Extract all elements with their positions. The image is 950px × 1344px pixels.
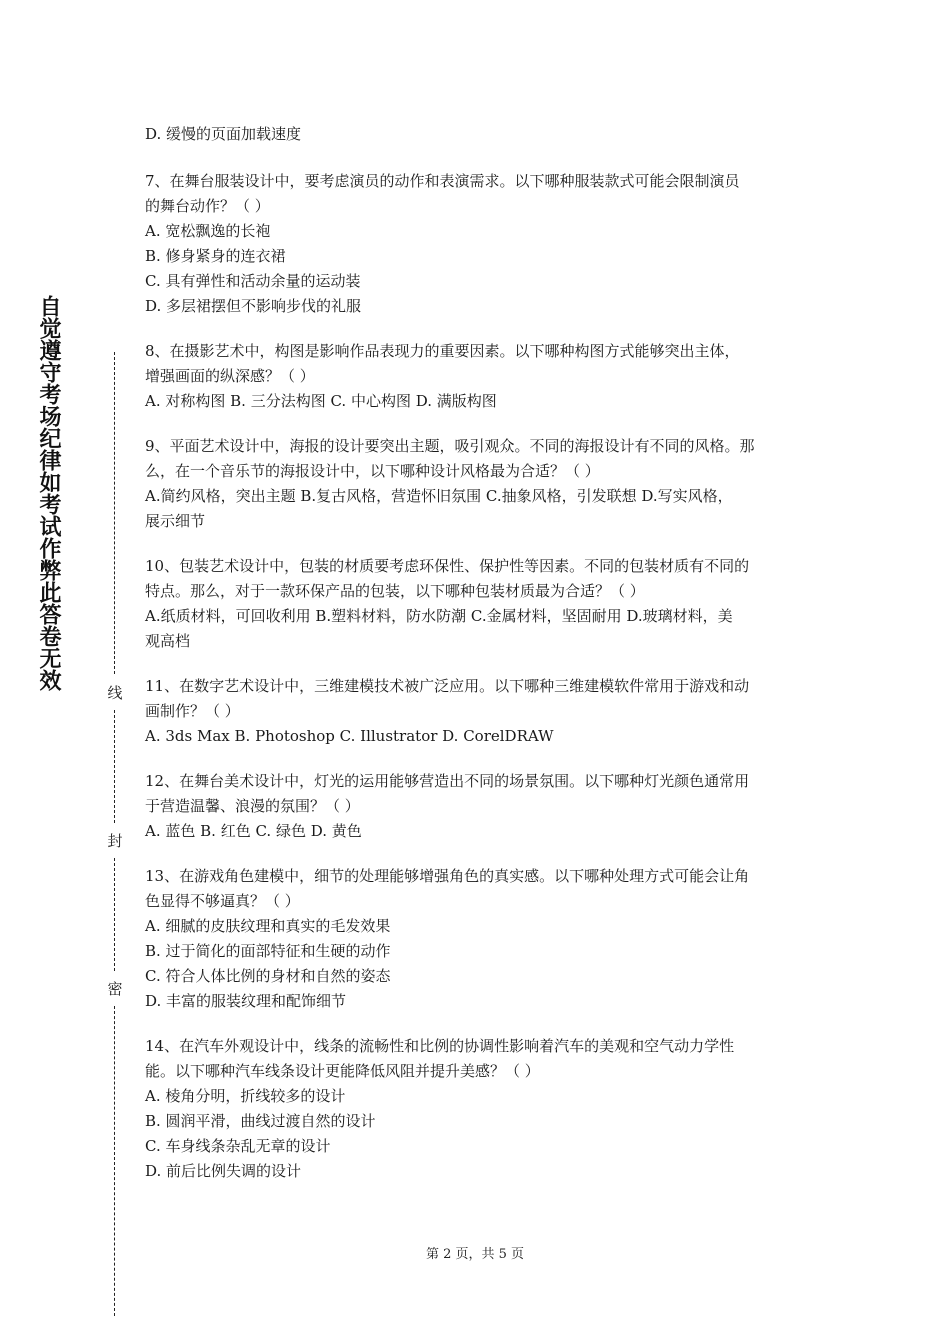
option-line: C. 具有弹性和活动余量的运动装 [145,272,361,290]
page-number: 第 2 页，共 5 页 [425,1247,525,1262]
option-line: A. 3ds Max B. Photoshop C. Illustrator D. CorelDRAW [145,727,554,745]
question-stem: 10、包装艺术设计中，包装的材质要考虑环保性、保护性等因素。不同的包装材质有不同的 [145,557,750,575]
question-12 [145,769,815,844]
option-line: D. 多层裙摆但不影响步伐的礼服 [145,297,362,315]
question-stem: 于营造温馨、浪漫的氛围？（ ） [145,797,360,815]
option-line: A.简约风格，突出主题 B.复古风格，营造怀旧氛围 C.抽象风格，引发联想 D.写实风格， [145,487,733,505]
question-stem: 么，在一个音乐节的海报设计中，以下哪种设计风格最为合适？（ ） [145,462,600,480]
option-line: A.纸质材料，可回收利用 B.塑料材料，防水防潮 C.金属材料，坚固耐用 D.玻璃材料，美 [145,607,733,625]
question-list [145,122,815,1204]
question-stem: 8、在摄影艺术中，构图是影响作品表现力的重要因素。以下哪种构图方式能够突出主体， [145,342,740,360]
option-line: C. 车身线条杂乱无章的设计 [145,1137,331,1155]
question-stem: 画制作？（ ） [145,702,240,720]
option-line: B. 圆润平滑，曲线过渡自然的设计 [145,1112,376,1130]
binding-char-line: 线 [107,684,123,702]
question-stem: 增强画面的纵深感？（ ） [145,367,315,385]
option-line: C. 符合人体比例的身材和自然的姿态 [145,967,391,985]
option-line: 展示细节 [145,512,206,530]
question-stem: 色显得不够逼真？（ ） [145,892,300,910]
question-11 [145,674,815,749]
question-stem: 能。以下哪种汽车线条设计更能降低风阻并提升美感？（ ） [145,1062,540,1080]
option-line: A. 蓝色 B. 红色 C. 绿色 D. 黄色 [145,822,362,840]
question-stem: 13、在游戏角色建模中，细节的处理能够增强角色的真实感。以下哪种处理方式可能会让角 [145,867,750,885]
binding-dash-line-mid [114,710,115,823]
question-8 [145,339,815,414]
question-14 [145,1034,815,1184]
option-line: D. 缓慢的页面加载速度 [145,125,302,143]
option-line: A. 细腻的皮肤纹理和真实的毛发效果 [145,917,391,935]
question-stem: 7、在舞台服装设计中，要考虑演员的动作和表演需求。以下哪种服装款式可能会限制演员 [145,172,740,190]
option-line: B. 修身紧身的连衣裙 [145,247,286,265]
binding-dash-line-top [114,352,115,674]
question-9 [145,434,815,534]
binding-dash-line-bottom [114,1006,115,1316]
option-line: D. 前后比例失调的设计 [145,1162,302,1180]
question-6-tail [145,122,815,147]
binding-char-seal: 封 [107,832,123,850]
option-line: D. 丰富的服装纹理和配饰细节 [145,992,347,1010]
option-line: A. 宽松飘逸的长袍 [145,222,271,240]
question-stem: 9、平面艺术设计中，海报的设计要突出主题，吸引观众。不同的海报设计有不同的风格。那 [145,437,755,455]
binding-dash-line-lower [114,858,115,971]
binding-char-secret: 密 [107,980,123,998]
option-line: B. 过于简化的面部特征和生硬的动作 [145,942,391,960]
margin-warning-text: 自觉遵守考场纪律如考试作弊此答卷无效 [36,295,61,691]
option-line: A. 棱角分明，折线较多的设计 [145,1087,346,1105]
question-stem: 特点。那么，对于一款环保产品的包装，以下哪种包装材质最为合适？（ ） [145,582,645,600]
question-stem: 的舞台动作？（ ） [145,197,270,215]
option-line: 观高档 [145,632,191,650]
question-10 [145,554,815,654]
question-stem: 11、在数字艺术设计中，三维建模技术被广泛应用。以下哪种三维建模软件常用于游戏和动 [145,677,750,695]
question-stem: 12、在舞台美术设计中，灯光的运用能够营造出不同的场景氛围。以下哪种灯光颜色通常用 [145,772,750,790]
question-7 [145,169,815,319]
question-13 [145,864,815,1014]
option-line: A. 对称构图 B. 三分法构图 C. 中心构图 D. 满版构图 [145,392,497,410]
question-stem: 14、在汽车外观设计中，线条的流畅性和比例的协调性影响着汽车的美观和空气动力学性 [145,1037,735,1055]
